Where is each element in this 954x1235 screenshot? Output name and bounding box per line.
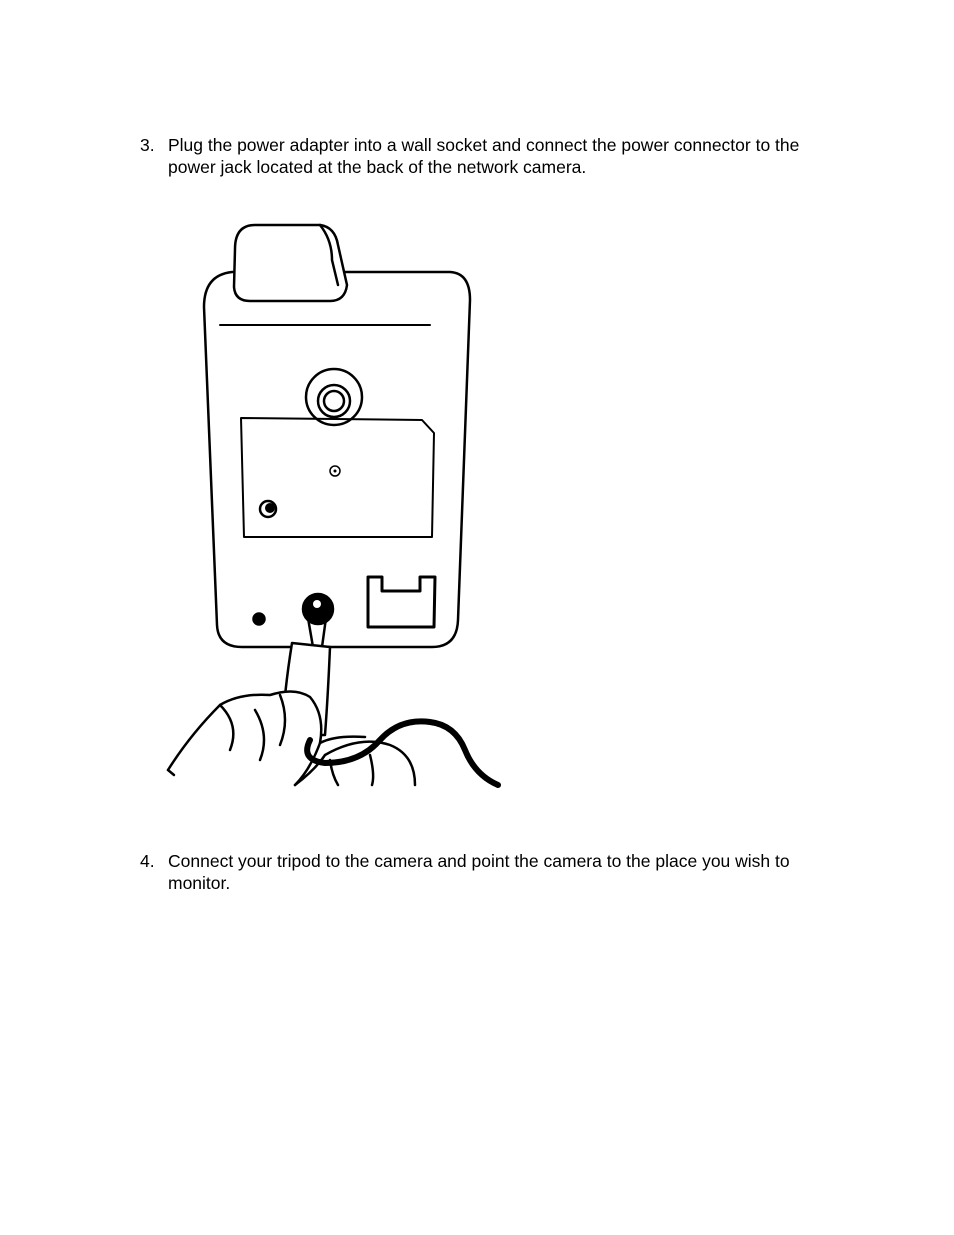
network-port-icon xyxy=(368,577,435,627)
led-icon xyxy=(253,613,265,625)
camera-top-mount xyxy=(234,225,347,301)
step-number: 4. xyxy=(140,851,155,871)
label-panel xyxy=(241,418,434,537)
step-text: Connect your tripod to the camera and point the camera to the place you wish to monitor. xyxy=(168,851,790,893)
step-number: 3. xyxy=(140,135,155,155)
step-text: Plug the power adapter into a wall socket and connect the power connector to the power jack located at the back of the network camera. xyxy=(168,135,800,177)
camera-body xyxy=(204,272,470,647)
camera-power-illustration xyxy=(160,215,540,790)
hand xyxy=(168,691,321,785)
